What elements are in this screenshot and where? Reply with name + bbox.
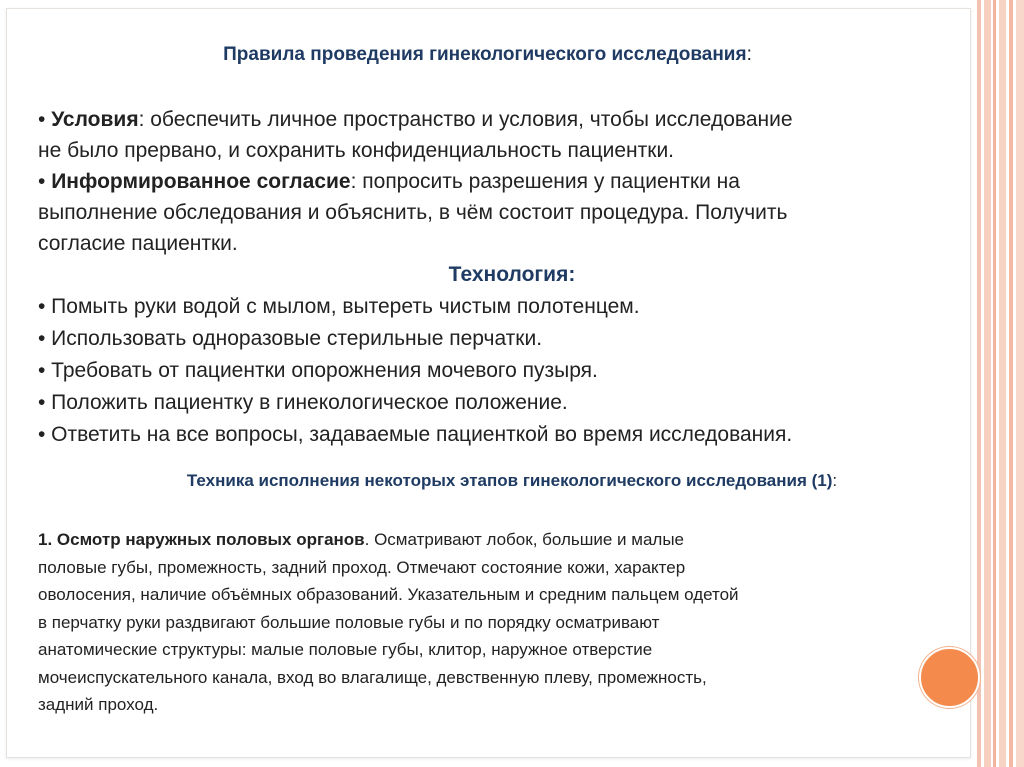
conditions-term: Условия	[51, 108, 139, 131]
technique-heading	[0, 471, 1024, 491]
conditions-line-2: не было прервано, и сохранить конфиденциальность пациентки.	[38, 139, 675, 162]
technique-line: задний проход.	[38, 695, 159, 714]
technique-line: анатомические структуры: малые половые губы, клитор, наружное отверстие	[38, 640, 653, 659]
conditions-text: : обеспечить личное пространство и условия, чтобы исследование	[138, 108, 793, 131]
bullet: •	[38, 108, 52, 131]
technique-line: мочеиспускательного канала, вход во влагалище, девственную плеву, промежность,	[38, 667, 707, 687]
consent-line-3: согласие пациентки.	[38, 232, 238, 255]
technology-list	[38, 291, 792, 451]
technique-heading-colon: :	[832, 471, 838, 490]
slide-title-text: Правила проведения гинекологического исследования	[223, 44, 747, 65]
decor-stripe	[1009, 0, 1013, 767]
step-title: 1. Осмотр наружных половых органов	[38, 530, 365, 549]
consent-line-2: выполнение обследования и объяснить, в чём состоит процедура. Получить	[38, 201, 788, 224]
list-item: • Положить пациентку в гинекологическое положение.	[38, 391, 568, 414]
consent-line-1	[38, 166, 793, 197]
technique-heading-text: Техника исполнения некоторых этапов гинекологического исследования (1)	[186, 471, 833, 490]
conditions-line-1	[38, 104, 793, 135]
slide-title-colon: :	[746, 44, 752, 65]
decor-stripe	[1016, 0, 1024, 767]
list-item: • Использовать одноразовые стерильные перчатки.	[38, 327, 543, 350]
consent-text: : попросить разрешения у пациентки на	[350, 170, 740, 193]
decor-stripe	[999, 0, 1006, 767]
step-text: . Осматривают лобок, большие и малые	[364, 530, 684, 549]
technique-line: половые губы, промежность, задний проход. Отмечают состояние кожи, характер	[38, 557, 686, 577]
technology-heading: Технология:	[448, 263, 576, 286]
slide-title	[0, 44, 975, 66]
conditions-block	[38, 104, 793, 259]
technique-paragraph	[38, 526, 739, 719]
list-item: • Ответить на все вопросы, задаваемые пациенткой во время исследования.	[38, 423, 793, 446]
consent-term: Информированное согласие	[51, 170, 351, 193]
decor-stripe	[993, 0, 996, 767]
technique-line: в перчатку руки раздвигают большие половые губы и по порядку осматривают	[38, 612, 660, 632]
decor-stripe	[977, 0, 981, 767]
list-item: • Помыть руки водой с мылом, вытереть чистым полотенцем.	[38, 295, 640, 318]
decor-circle	[919, 647, 980, 708]
technique-line: оволосения, наличие объёмных образований. Указательным и средним пальцем одетой	[38, 585, 739, 604]
bullet: •	[38, 170, 52, 193]
decor-stripe	[984, 0, 991, 767]
list-item: • Требовать от пациентки опорожнения мочевого пузыря.	[38, 359, 598, 382]
technique-line-1	[38, 526, 739, 554]
